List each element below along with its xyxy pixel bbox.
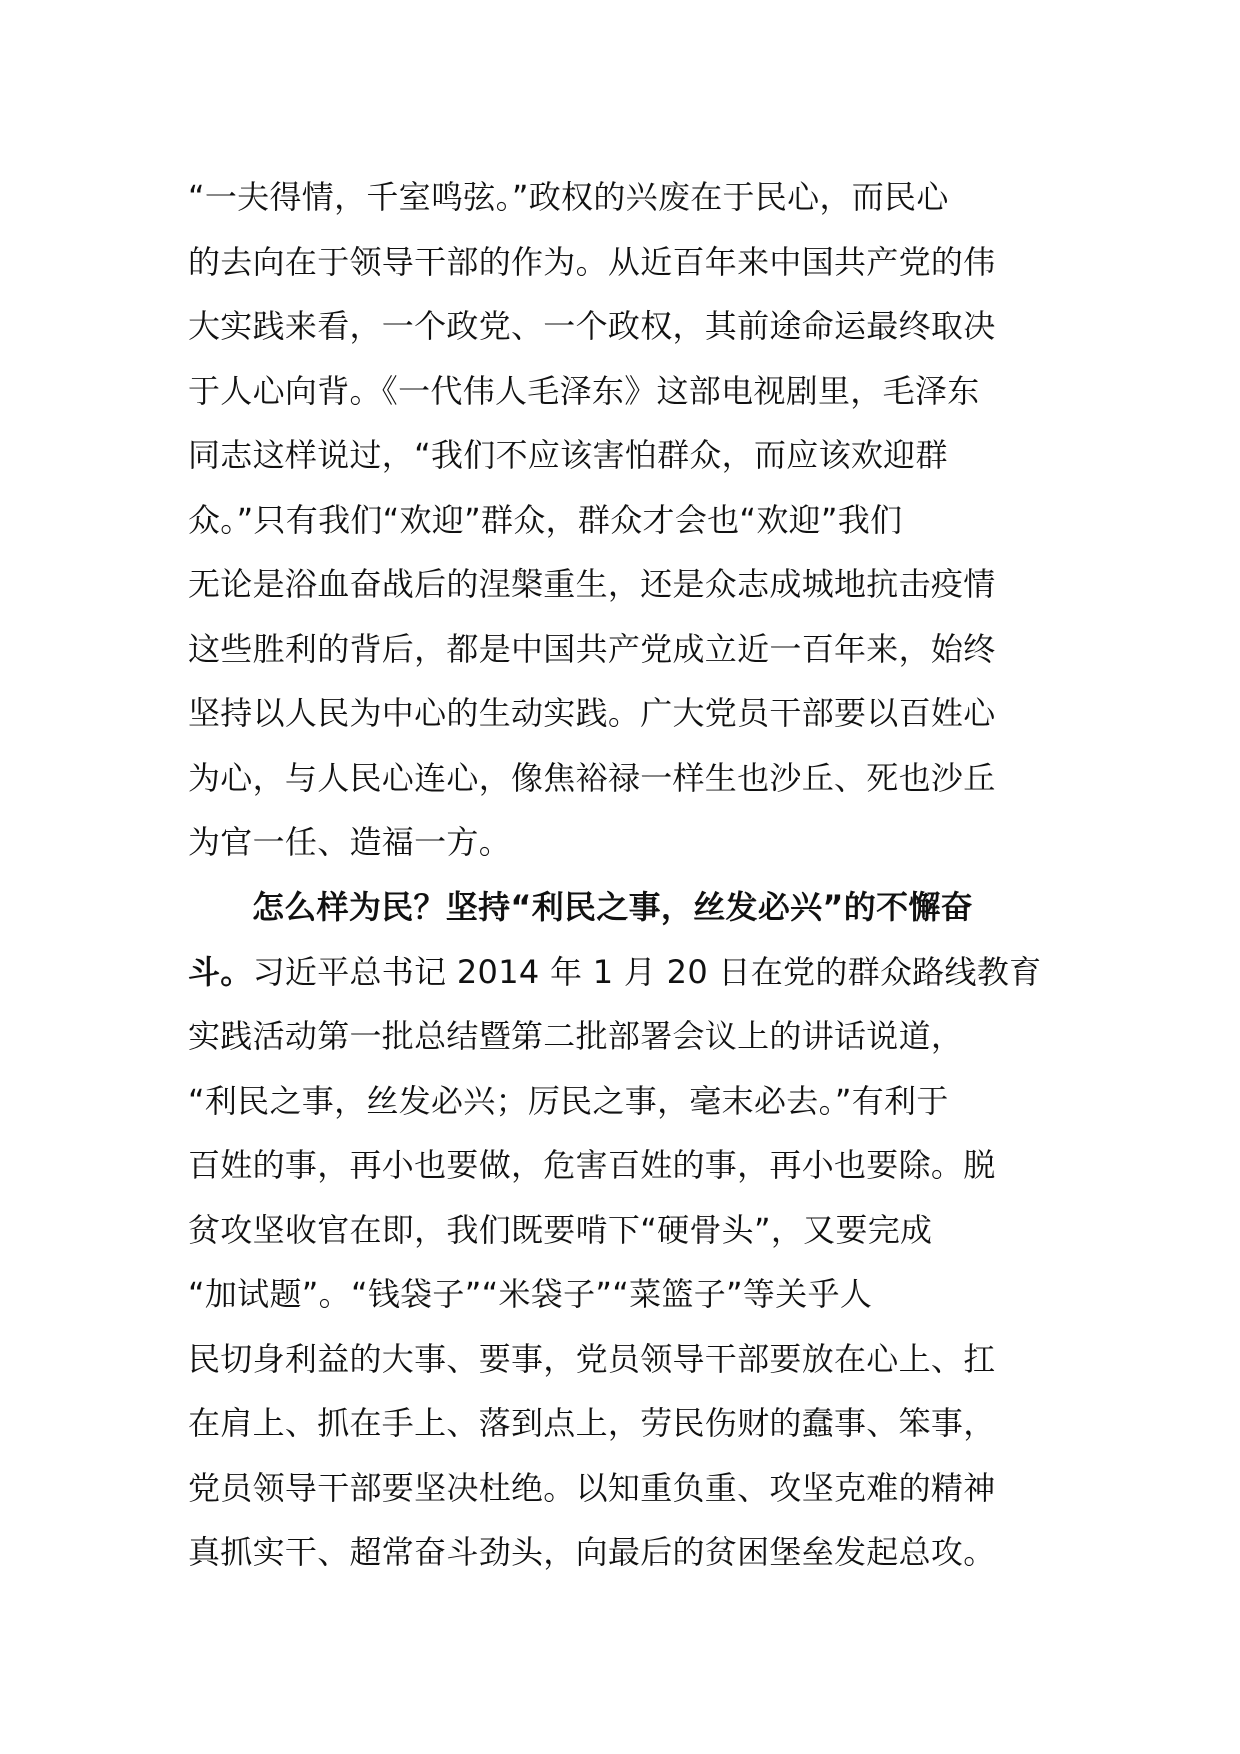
paragraph-1: [188, 165, 1058, 875]
text-line: “利民之事，丝发必兴；厉民之事，毫末必去。”有利于: [188, 1081, 949, 1120]
text-line: “一夫得情，千室鸣弦。”政权的兴废在于民心，而民心: [188, 178, 949, 216]
text-line: 为官一任、造福一方。: [188, 823, 512, 861]
text-line: 这些胜利的背后，都是中国共产党成立近一百年来，始终: [188, 629, 996, 668]
text-line: 众。”只有我们“欢迎”群众，群众才会也“欢迎”我们: [188, 500, 903, 539]
text-line: 百姓的事，再小也要做，危害百姓的事，再小也要除。脱: [188, 1146, 996, 1184]
text-line: “加试题”。“钱袋子”“米袋子”“菜篮子”等关乎人: [188, 1275, 873, 1313]
text-line: 党员领导干部要坚决杜绝。以知重负重、攻坚克难的精神: [188, 1468, 996, 1507]
paragraph-2: [188, 875, 1058, 1585]
text-line: 的去向在于领导干部的作为。从近百年来中国共产党的伟: [188, 242, 996, 281]
section-heading-end: 斗。: [188, 952, 253, 991]
section-heading: 怎么样为民？坚持“利民之事，丝发必兴”的不懈奋: [252, 888, 973, 926]
text-line-rest: 习近平总书记 2014 年 1 月 20 日在党的群众路线教育: [252, 952, 1042, 991]
text-line: 贫攻坚收官在即，我们既要啃下“硬骨头”，又要完成: [188, 1210, 933, 1249]
text-line: [188, 940, 1058, 1005]
text-line: 真抓实干、超常奋斗劲头，向最后的贫困堡垒发起总攻。: [188, 1533, 996, 1571]
text-line: 大实践来看，一个政党、一个政权，其前途命运最终取决: [188, 307, 996, 345]
text-line: 同志这样说过，“我们不应该害怕群众，而应该欢迎群: [188, 436, 948, 474]
text-line: 民切身利益的大事、要事，党员领导干部要放在心上、扛: [188, 1339, 996, 1378]
text-line: 坚持以人民为中心的生动实践。广大党员干部要以百姓心: [188, 694, 996, 732]
text-line: 无论是浴血奋战后的涅槃重生，还是众志成城地抗击疫情: [188, 565, 996, 603]
text-line: 为心，与人民心连心，像焦裕禄一样生也沙丘、死也沙丘: [188, 758, 996, 797]
text-line: 实践活动第一批总结暨第二批部署会议上的讲话说道，: [188, 1017, 964, 1055]
text-line: 于人心向背。《一代伟人毛泽东》这部电视剧里，毛泽东: [188, 371, 980, 410]
text-line: 在肩上、抓在手上、落到点上，劳民伤财的蠢事、笨事，: [188, 1404, 996, 1442]
